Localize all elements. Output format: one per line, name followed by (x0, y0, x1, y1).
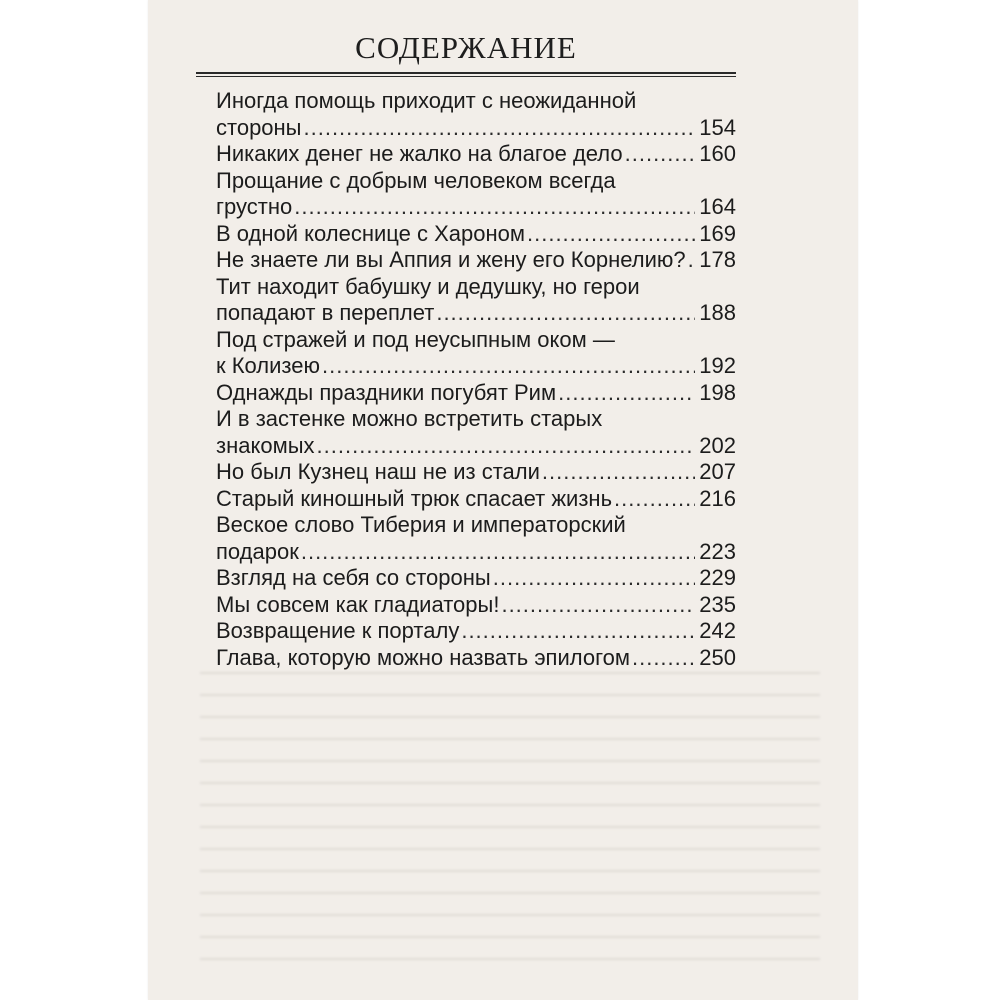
toc-entry (216, 221, 736, 248)
toc-entry (216, 459, 736, 486)
page-number: 164 (699, 194, 736, 219)
toc-entry (216, 327, 736, 380)
toc-entry (216, 168, 736, 221)
dot-leader (322, 353, 695, 380)
page-number: 178 (699, 247, 736, 272)
page-number: 207 (699, 459, 736, 484)
dot-leader (436, 300, 695, 327)
toc-entry-title: Мы совсем как гладиаторы! (216, 591, 500, 617)
toc-entry-title: стороны (216, 114, 302, 140)
table-of-contents (216, 88, 736, 671)
toc-entry-leader-line (216, 618, 736, 645)
toc-entry-leader-line (216, 141, 736, 168)
toc-entry-title: Не знаете ли вы Аппия и жену его Корнелию? (216, 247, 686, 272)
toc-entry (216, 141, 736, 168)
toc-entry-title: Никаких денег не жалко на благое дело (216, 141, 623, 166)
toc-entry-leader-line (216, 459, 736, 486)
toc-entry-title: Глава, которую можно назвать эпилогом (216, 644, 630, 670)
dot-leader (493, 565, 696, 592)
toc-entry-leader-line (216, 565, 736, 592)
dot-leader (625, 141, 696, 168)
toc-entry (216, 486, 736, 513)
toc-entry-title: В одной колеснице с Хароном (216, 220, 525, 246)
page-number: 160 (699, 141, 736, 166)
dot-leader (527, 221, 695, 248)
dot-leader (461, 618, 695, 645)
toc-entry-title: Возвращение к порталу (216, 618, 460, 643)
toc-entry-title: Взгляд на себя со стороны (216, 565, 491, 590)
toc-entry-leader-line (216, 300, 736, 327)
toc-entry-leader-line (216, 592, 736, 619)
page-number: 242 (699, 618, 736, 643)
toc-entry-title-line: Прощание с добрым человеком всегда (216, 167, 616, 193)
toc-entry-title: грустно (216, 194, 293, 219)
toc-entry (216, 645, 736, 672)
dot-leader (614, 486, 695, 513)
toc-entry (216, 406, 736, 459)
page-number: 169 (699, 220, 736, 246)
toc-entry-title-line: Тит находит бабушку и дедушку, но герои (216, 273, 640, 299)
page-number: 223 (699, 538, 736, 564)
toc-entry-leader-line (216, 645, 736, 672)
page-number: 229 (699, 565, 736, 590)
dot-leader (294, 194, 695, 221)
page-number: 216 (699, 485, 736, 511)
dot-leader (304, 115, 696, 142)
toc-entry (216, 274, 736, 327)
dot-leader (542, 459, 695, 486)
toc-entry-leader-line (216, 115, 736, 142)
toc-entry-leader-line (216, 486, 736, 513)
toc-entry-title: попадают в переплет (216, 300, 435, 325)
page-number: 198 (699, 379, 736, 405)
toc-entry-leader-line (216, 539, 736, 566)
page-number: 202 (699, 432, 736, 458)
dot-leader (317, 433, 696, 460)
toc-entry-title: Однажды праздники погубят Рим (216, 379, 557, 405)
toc-entry-title-line: Иногда помощь приходит с неожиданной (216, 88, 637, 113)
dot-leader (688, 247, 696, 274)
toc-entry-title-line: Веское слово Тиберия и императорский (216, 512, 626, 537)
bleed-through-text (200, 660, 820, 960)
dot-leader (632, 645, 695, 672)
title-rule-thin (196, 76, 736, 77)
page-number: 250 (699, 644, 736, 670)
toc-entry-title: к Колизею (216, 353, 321, 378)
toc-entry (216, 247, 736, 274)
toc-entry-title: подарок (216, 538, 299, 564)
dot-leader (501, 592, 695, 619)
toc-entry-leader-line (216, 353, 736, 380)
toc-entry (216, 592, 736, 619)
dot-leader (558, 380, 695, 407)
toc-entry (216, 565, 736, 592)
page-number: 192 (699, 353, 736, 378)
toc-entry (216, 380, 736, 407)
toc-entry (216, 618, 736, 645)
page-title: СОДЕРЖАНИЕ (355, 30, 577, 65)
toc-entry-title: знакомых (216, 432, 315, 458)
toc-entry-leader-line (216, 221, 736, 248)
toc-entry-title: Но был Кузнец наш не из стали (216, 459, 540, 484)
toc-entry-title: Старый киношный трюк спасает жизнь (216, 485, 613, 511)
title-rule (196, 72, 736, 74)
page-number: 154 (699, 114, 736, 140)
toc-entry-title-line: Под стражей и под неусыпным оком — (216, 326, 615, 352)
dot-leader (301, 539, 695, 566)
toc-entry-leader-line (216, 380, 736, 407)
toc-entry-leader-line (216, 433, 736, 460)
toc-entry-title-line: И в застенке можно встретить старых (216, 406, 603, 431)
page-number: 235 (699, 591, 736, 617)
toc-entry-leader-line (216, 194, 736, 221)
toc-entry (216, 512, 736, 565)
toc-entry-leader-line (216, 247, 736, 274)
page-number: 188 (699, 300, 736, 325)
toc-entry (216, 88, 736, 141)
